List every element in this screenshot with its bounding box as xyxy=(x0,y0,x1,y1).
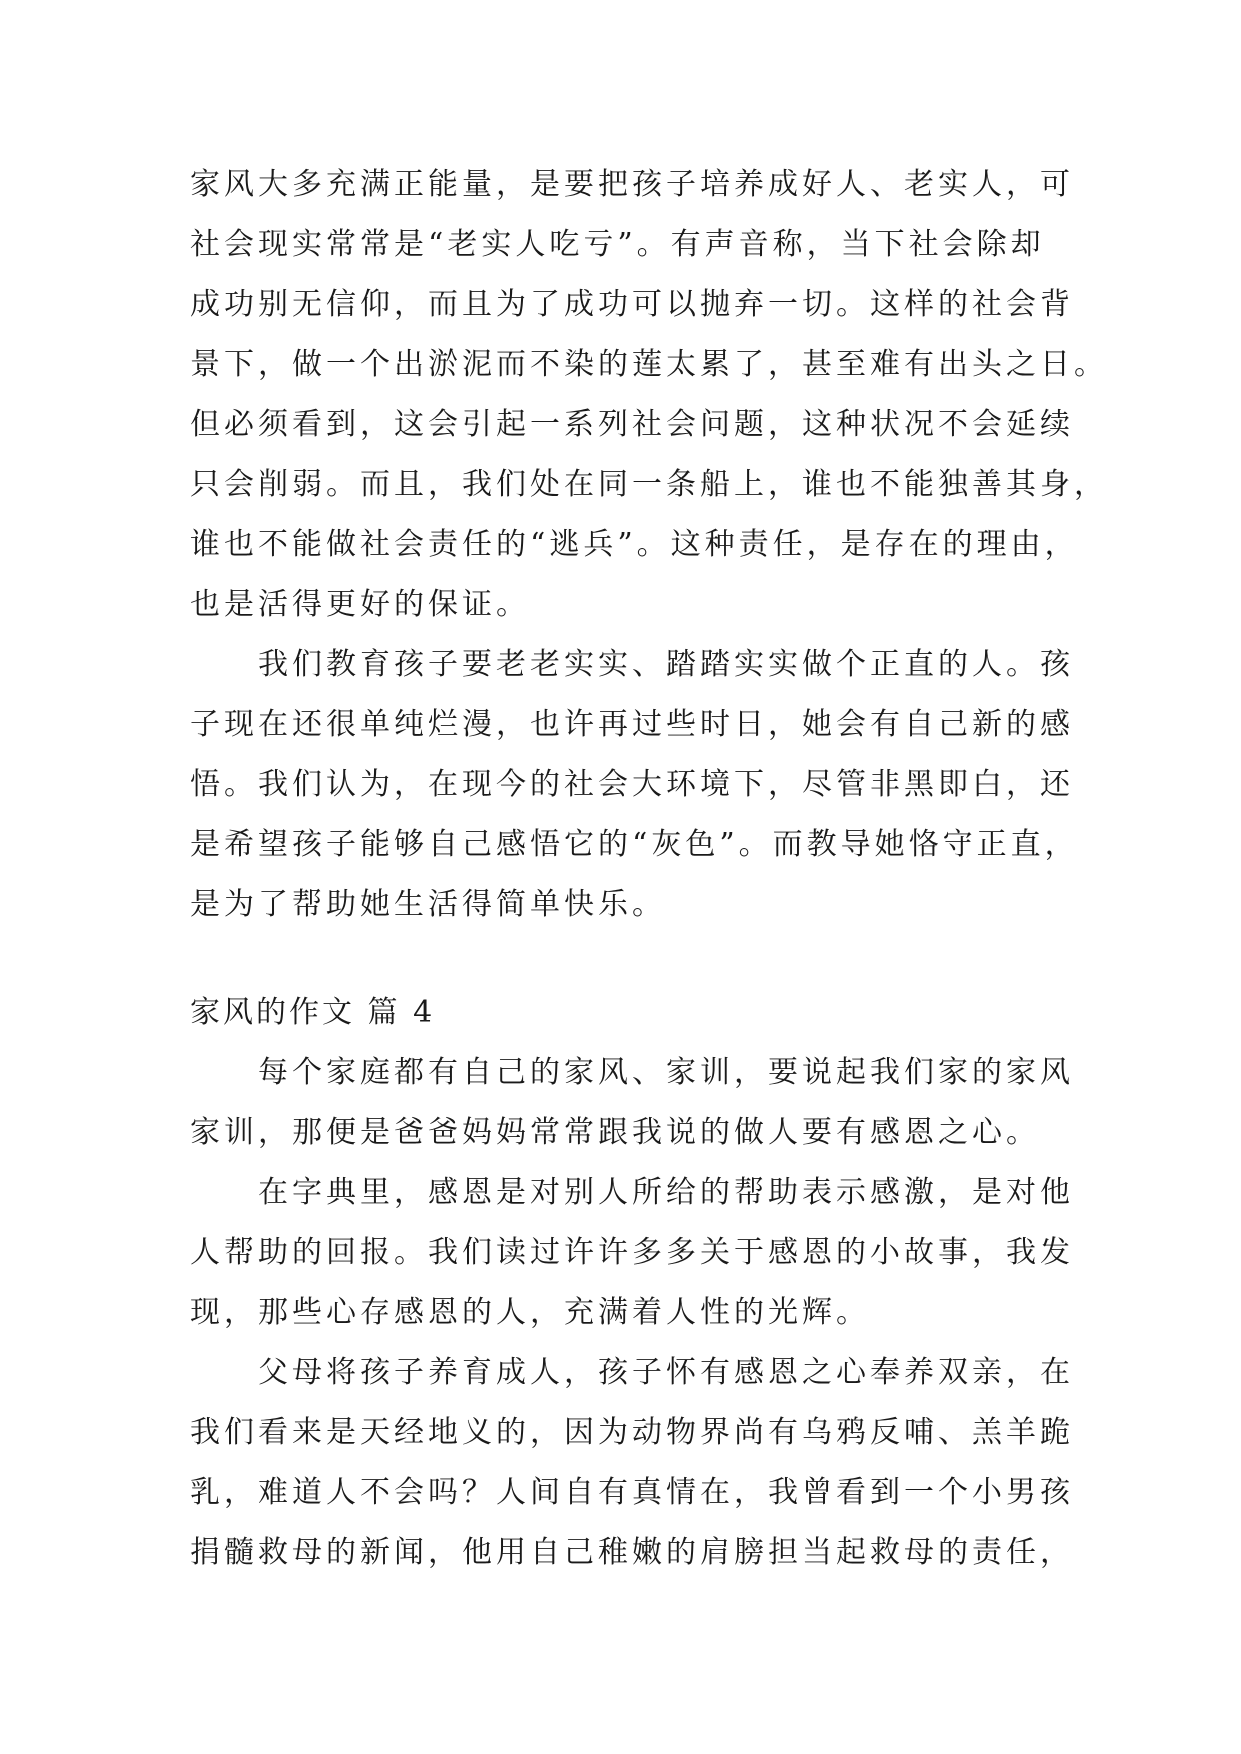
text-line: 人帮助的回报。我们读过许许多多关于感恩的小故事，我发 xyxy=(190,1235,1074,1270)
paragraph-first-line: 父母将孩子养育成人，孩子怀有感恩之心奉养双亲，在 xyxy=(258,1355,1074,1390)
text-line: 家风大多充满正能量，是要把孩子培养成好人、老实人，可 xyxy=(190,167,1074,202)
text-line: 景下，做一个出淤泥而不染的莲太累了，甚至难有出头之日。 xyxy=(190,347,1108,382)
text-line: 子现在还很单纯烂漫，也许再过些时日，她会有自己新的感 xyxy=(190,707,1074,742)
text-line: 家训，那便是爸爸妈妈常常跟我说的做人要有感恩之心。 xyxy=(190,1115,1040,1150)
text-line: 乳，难道人不会吗？人间自有真情在，我曾看到一个小男孩 xyxy=(190,1475,1074,1510)
text-line: 社会现实常常是“老实人吃亏”。有声音称，当下社会除却 xyxy=(190,227,1045,262)
text-line: 谁也不能做社会责任的“逃兵”。这种责任，是存在的理由， xyxy=(190,527,1079,562)
text-line: 捐髓救母的新闻，他用自己稚嫩的肩膀担当起救母的责任， xyxy=(190,1535,1074,1570)
text-line: 是为了帮助她生活得简单快乐。 xyxy=(190,887,666,922)
paragraph-first-line: 我们教育孩子要老老实实、踏踏实实做个正直的人。孩 xyxy=(258,647,1074,682)
section-heading: 家风的作文 篇 4 xyxy=(190,995,436,1030)
text-line: 是希望孩子能够自己感悟它的“灰色”。而教导她恪守正直， xyxy=(190,827,1079,862)
text-line: 也是活得更好的保证。 xyxy=(190,587,530,622)
text-line: 但必须看到，这会引起一系列社会问题，这种状况不会延续 xyxy=(190,407,1074,442)
text-line: 我们看来是天经地义的，因为动物界尚有乌鸦反哺、羔羊跪 xyxy=(190,1415,1074,1450)
paragraph-first-line: 每个家庭都有自己的家风、家训，要说起我们家的家风 xyxy=(258,1055,1074,1090)
text-line: 悟。我们认为，在现今的社会大环境下，尽管非黑即白，还 xyxy=(190,767,1074,802)
paragraph-first-line: 在字典里，感恩是对别人所给的帮助表示感激，是对他 xyxy=(258,1175,1074,1210)
text-line: 现，那些心存感恩的人，充满着人性的光辉。 xyxy=(190,1295,870,1330)
text-line: 只会削弱。而且，我们处在同一条船上，谁也不能独善其身， xyxy=(190,467,1108,502)
text-line: 成功别无信仰，而且为了成功可以抛弃一切。这样的社会背 xyxy=(190,287,1074,322)
